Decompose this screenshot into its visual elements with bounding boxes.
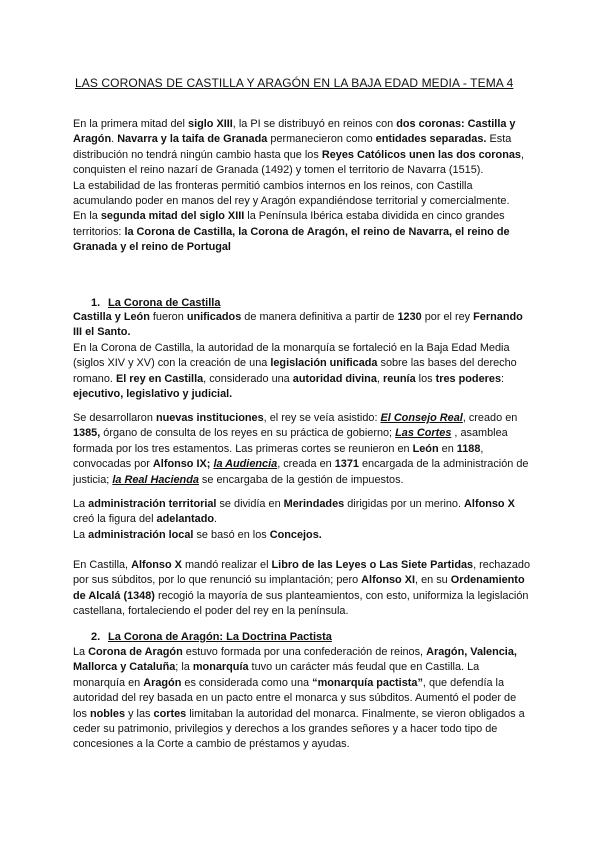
section-1-institutions-block bbox=[73, 411, 533, 488]
section-1-heading bbox=[91, 297, 220, 309]
consejo-real-term: El Consejo Real bbox=[380, 412, 463, 424]
section-1-block bbox=[73, 310, 533, 402]
section-1-paragraph-2: En la Corona de Castilla, la autoridad de la monarquía se fortaleció en la Baja Edad Media (siglos XIV y XV) con la creación de una legislación unificada sobre las bases del derecho romano. El rey en Castilla, considerado una autoridad divina, reunía los tres poderes: ejecutivo, legislativo y judicial. bbox=[73, 341, 517, 401]
section-1-title: La Corona de Castilla bbox=[108, 297, 221, 309]
intro-paragraph-3: En la segunda mitad del siglo XIII la Península Ibérica estaba dividida en cinco grandes territorios: la Corona de Castilla, la Corona de Aragón, el reino de Navarra, el reino de Granada y el reino de Portugal bbox=[73, 210, 510, 254]
page-title: LAS CORONAS DE CASTILLA Y ARAGÓN EN LA BAJA EDAD MEDIA - TEMA 4 bbox=[75, 76, 514, 90]
section-2-block bbox=[73, 645, 533, 753]
section-1-admin-block bbox=[73, 497, 533, 543]
section-2-heading bbox=[91, 631, 332, 643]
section-1-paragraph-4: La administración territorial se dividía en Merindades dirigidas por un merino. Alfonso X creó la figura del adelantado. bbox=[73, 498, 515, 526]
section-2-paragraph-1: La Corona de Aragón estuvo formada por una confederación de reinos, Aragón, Valencia, Mallorca y Cataluña; la monarquía tuvo un carácter más feudal que en Castilla. La monarquía en Aragón es considerada como una “monarquía pactista”, que defendía la autoridad del rey basada en un pacto entre el monarca y sus súbditos. Aumentó el poder de los nobles y las cortes limitaban la autoridad del monarca. Finalmente, se vieron obligados a ceder su patrimonio, privilegios y derechos a los grandes señores y a hacer todo tipo de concesiones a la Corte a cambio de préstamos y ayudas. bbox=[73, 646, 525, 751]
section-1-laws-block bbox=[73, 558, 533, 620]
las-cortes-term: Las Cortes bbox=[395, 427, 452, 440]
section-1-number: 1. bbox=[91, 297, 101, 309]
la-audiencia-term: la Audiencia bbox=[213, 458, 278, 471]
section-1-paragraph-6: En Castilla, Alfonso X mandó realizar el Libro de las Leyes o Las Siete Partidas, rechazado por sus súbditos, por lo que renunció su implantación; pero Alfonso XI, en su Ordenamiento de Alcalá (1348) recogió la mayoría de sus planteamientos, con esto, uniformiza la legislación castellana, fortaleciendo el poder del rey en la península. bbox=[73, 559, 531, 618]
section-1-paragraph-1: Castilla y León fueron unificados de manera definitiva a partir de 1230 por el rey Fernando III el Santo. bbox=[73, 311, 523, 339]
intro-block bbox=[73, 117, 533, 256]
intro-paragraph-1: En la primera mitad del siglo XIII, la PI se distribuyó en reinos con dos coronas: Castilla y Aragón. Navarra y la taifa de Granada permanecieron como entidades separadas. Esta distribución no tendrá ningún cambio hasta que los Reyes Católicos unen las dos coronas, conquisten el reino nazarí de Granada (1492) y tomen el territorio de Navarra (1515). bbox=[73, 118, 524, 177]
intro-paragraph-2: La estabilidad de las fronteras permitió cambios internos en los reinos, con Castilla acumulando poder en manos del rey y Aragón expandiéndose territorial y comercialmente. bbox=[73, 179, 510, 208]
section-2-title: La Corona de Aragón: La Doctrina Pactista bbox=[108, 631, 332, 643]
section-1-paragraph-5: La administración local se basó en los Concejos. bbox=[73, 528, 322, 541]
section-1-paragraph-3: Se desarrollaron nuevas instituciones, el rey se veía asistido: El Consejo Real, creado en 1385, órgano de consulta de los reyes en su práctica de gobierno; Las Cortes , asamblea formada por los tres estamentos. Las primeras cortes se reunieron en León en 1188, convocadas por Alfonso IX; la Audiencia, creada en 1371 encargada de la administración de justicia; la Real Hacienda se encargaba de la gestión de impuestos. bbox=[73, 412, 529, 486]
section-2-number: 2. bbox=[91, 631, 101, 643]
real-hacienda-term: la Real Hacienda bbox=[112, 473, 199, 486]
